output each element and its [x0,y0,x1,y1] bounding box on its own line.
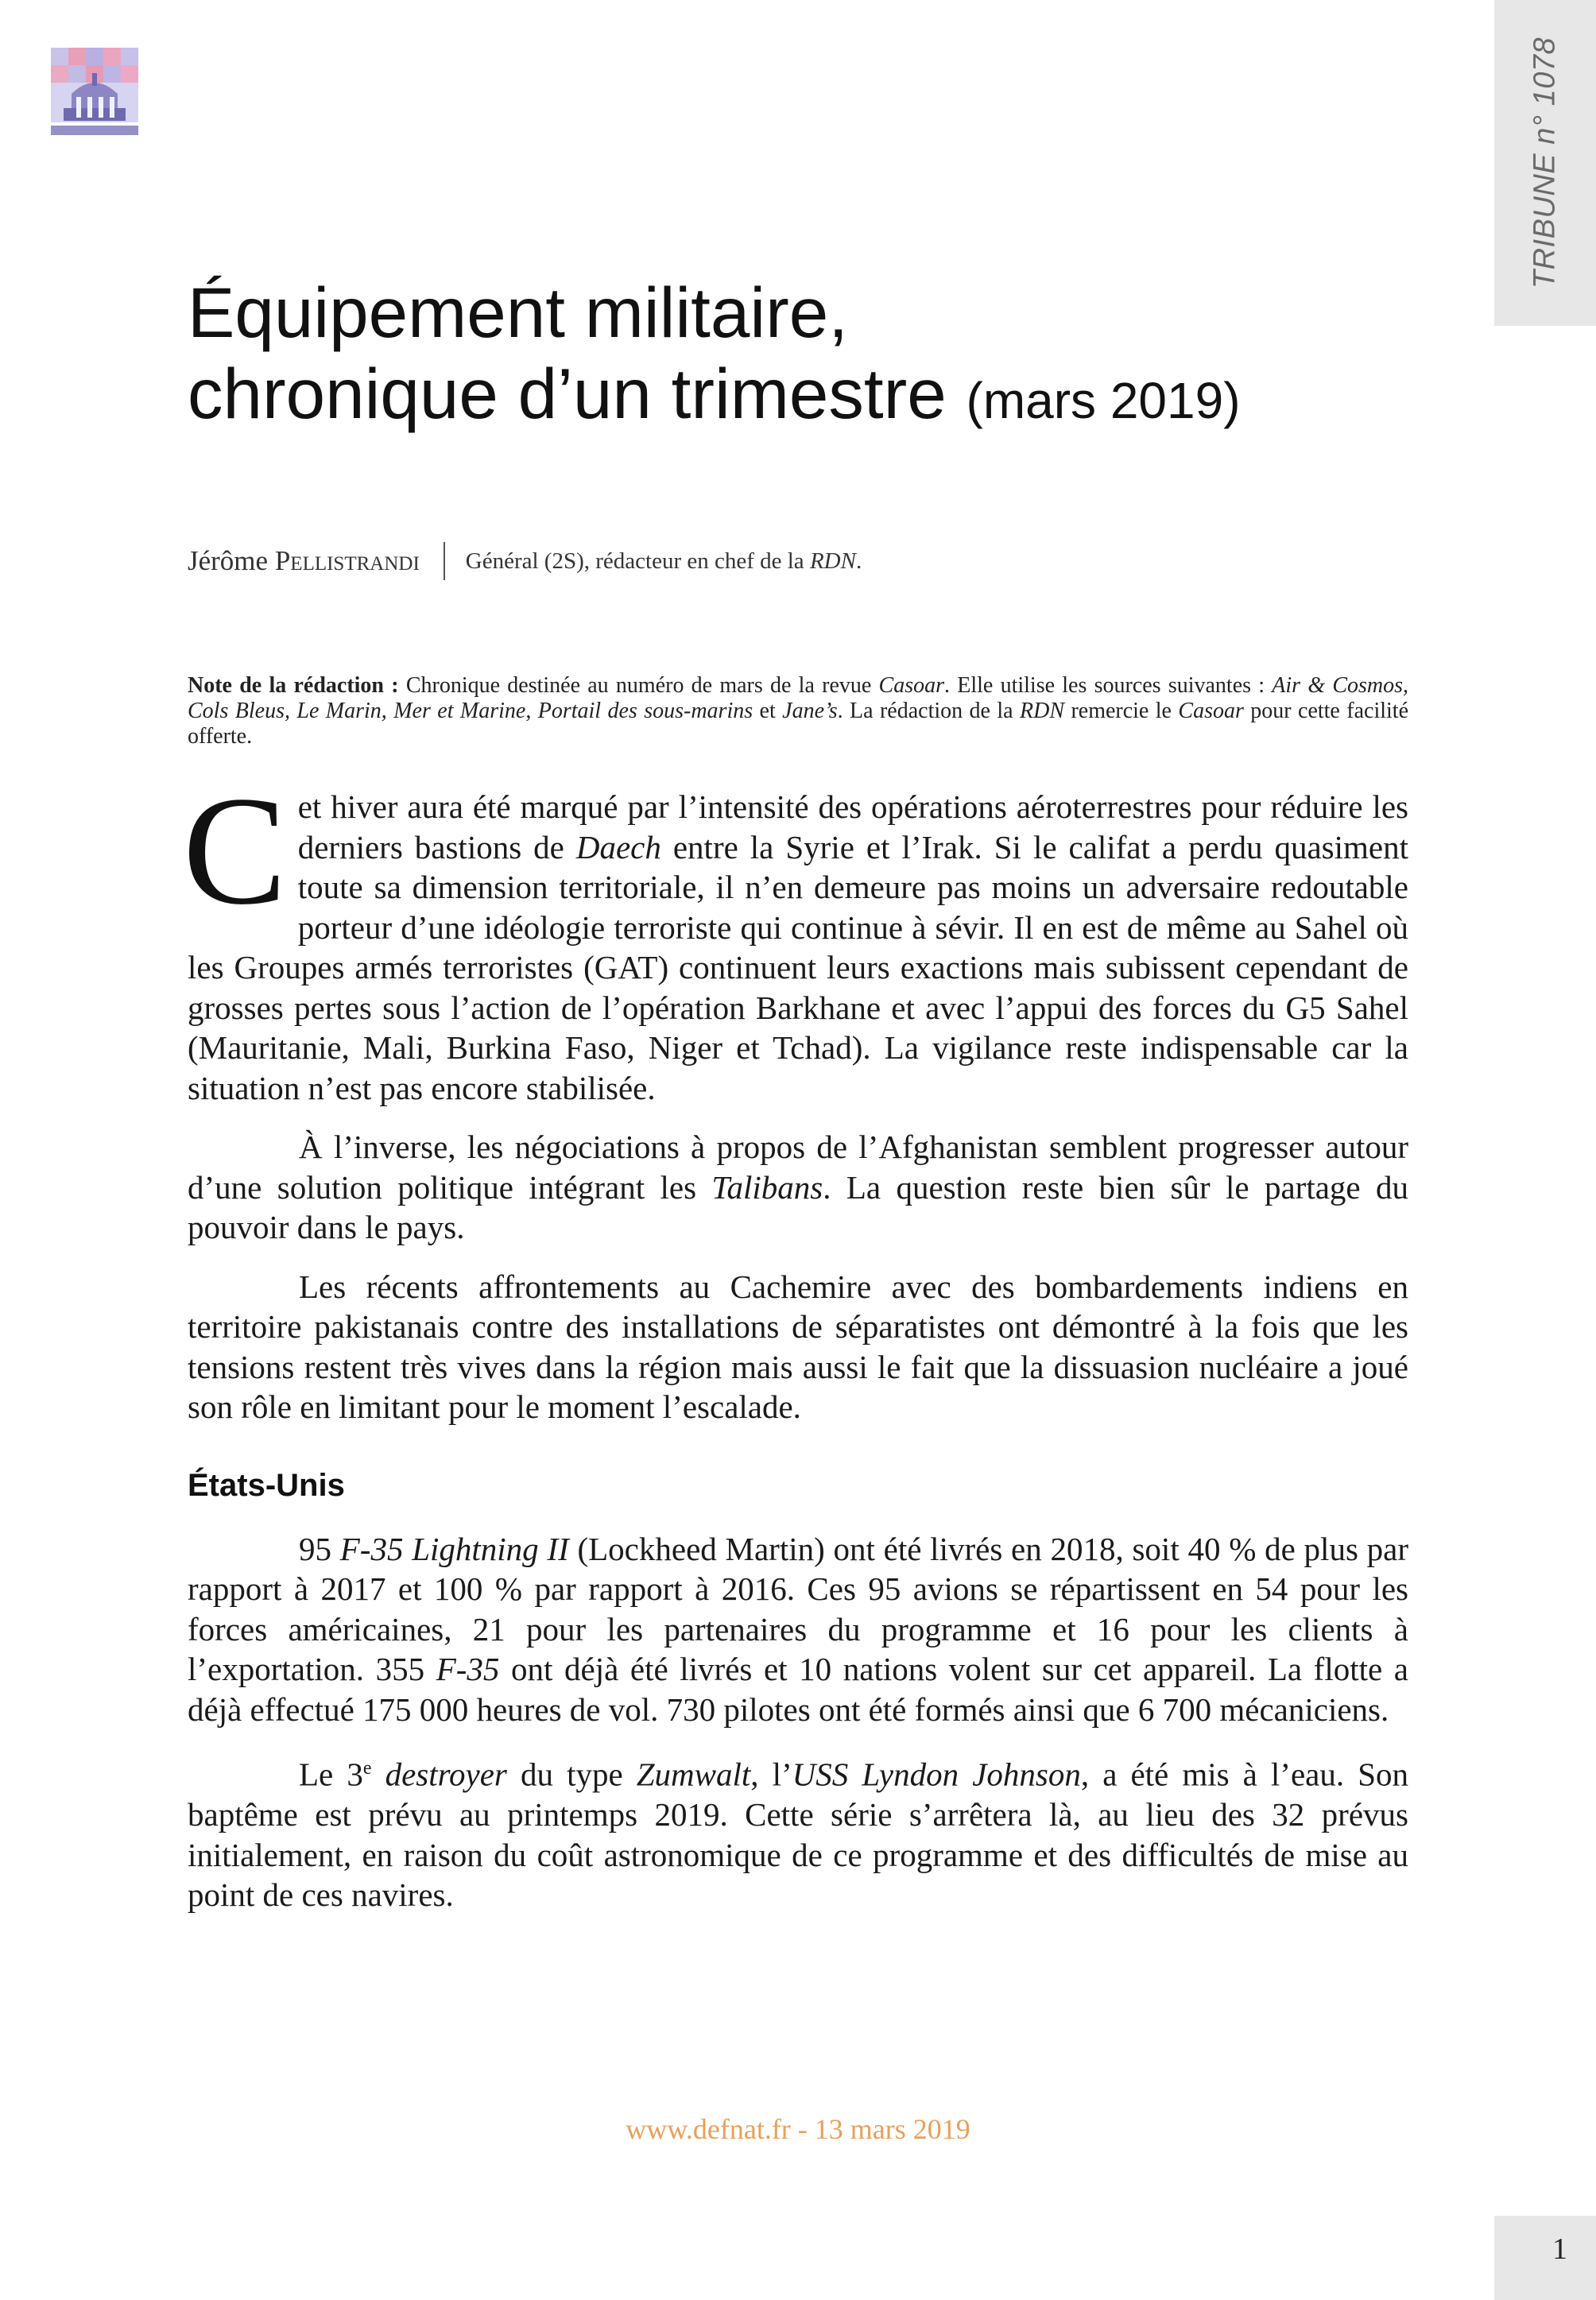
footer-url[interactable]: www.defnat.fr - 13 mars 2019 [626,2113,970,2145]
building-logo-icon [48,41,141,143]
author-name [188,545,420,577]
note-sources: Air & Cosmos, Cols Bleus, Le Marin, Mer et Marine, Portail des sous-marins [188,673,1409,723]
superscript: e [362,1758,372,1779]
note-text: remercie le [1064,699,1179,723]
note-text: pour cette facilité offerte. [188,699,1409,749]
page-number-tab [1494,2216,1596,2300]
paragraph-italic: Zumwalt [636,1756,751,1793]
paragraph-italic: Daech [575,828,661,865]
article-body [183,765,1408,1915]
note-text: et [753,699,783,723]
paragraph [188,1748,1408,1915]
page-title [188,272,1427,441]
paragraph-text: 95 [299,1530,340,1567]
drop-cap: C [183,765,287,937]
paragraph-text: (Lockheed Martin) ont été livrés en 2018, soit 40 % de plus par rapport à 2017 et 100 % par rapport à 2016. Ces 95 avions se répartissent en 54 pour les forces américaines, 21 pour les partenaires du programme et 16 pour les clients à l’exportation. 355 [188,1530,1408,1687]
paragraph-text: entre la Syrie et l’Irak. Si le califat a perdu quasiment toute sa dimension territoriale, il n’en demeure pas moins un adversaire redoutable porteur d’une idéologie terroriste qui continue à sévir. Il en est de même au Sahel où les Groupes armés terroristes (GAT) continuent leurs exactions mais subissent cependant de grosses pertes sous l’action de l’opération Barkhane et avec l’appui des forces du G5 Sahel (Mauritanie, Mali, Burkina Faso, Niger et Tchad). La vigilance reste indispensable car la situation n’est pas encore stabilisée. [188,828,1408,1106]
paragraph-italic: destroyer [385,1756,507,1793]
title-line2: chronique d’un trimestre [188,354,947,433]
paragraph-text: À l’inverse, les négociations à propos de l’Afghanistan semblent progresser autour d’une solution politique intégrant les [188,1129,1408,1206]
section-heading: États-Unis [188,1467,345,1503]
author-role-end: . [855,548,862,574]
paragraph-text: Le 3 [299,1756,363,1793]
author-line [188,542,1427,580]
author-role [466,548,862,575]
author-role-rdn: RDN [809,548,856,574]
page-number: 1 [1552,2232,1567,2266]
author-separator [444,542,445,580]
tribune-label: TRIBUNE n° 1078 [1528,37,1562,289]
paragraph [188,1529,1408,1730]
paragraph-text: ont déjà été livrés et 10 nations volent sur cet appareil. La flotte a déjà effectué 175 000 heures de vol. 730 pilotes ont été formés ainsi que 6 700 mécaniciens. [188,1651,1408,1728]
note-text: Chronique destinée au numéro de mars de la revue [398,673,879,698]
author-first-name: Jérôme [188,545,275,576]
paragraph-text: du type [506,1756,637,1793]
tribune-tab [1494,0,1596,326]
paragraph-italic: USS Lyndon Johnson [792,1756,1081,1793]
note-label: Note de la rédaction : [188,673,399,698]
note-text: . Elle utilise les sources suivantes : [944,673,1273,698]
author-role-text: Général (2S), rédacteur en chef de la [465,548,810,574]
note-casoar: Casoar [878,673,945,698]
note-text: . La rédaction de la [837,699,1021,723]
note-rdn: RDN [1020,699,1065,723]
paragraph-text: , l’ [750,1756,792,1793]
paragraph [183,765,1408,1108]
paragraph: Les récents affrontements au Cachemire avec des bombardements indiens en territoire pakistanais contre des installations de séparatistes ont démontré à la fois que les tensions restent très vives dans la région mais aussi le fait que la dissuasion nucléaire a joué son rôle en limitant pour le moment l’escalade. [188,1268,1408,1425]
paragraph-text: . La question reste bien sûr le partage du pouvoir dans le pays. [188,1168,1408,1245]
paragraph-italic: Talibans [711,1168,823,1206]
logo [48,41,141,143]
paragraph-italic: F-35 Lightning II [339,1530,569,1567]
paragraph-italic: F-35 [436,1651,500,1687]
title-date: (mars 2019) [966,372,1241,429]
note-casoar: Casoar [1178,699,1244,723]
editorial-note [188,673,1408,749]
paragraph-text: , a été mis à l’eau. Son baptême est prévu au printemps 2019. Cette série s’arrêtera là, au lieu des 32 prévus initialement, en raison du coût astronomique de ce programme et des difficultés de mise au point de ces navires. [188,1756,1408,1914]
paragraph [188,1127,1408,1248]
paragraph-text: et hiver aura été marqué par l’intensité des opérations aéroterrestres pour réduire les derniers bastions de [297,788,1408,865]
author-last-name: Pellistrandi [274,545,420,576]
note-janes: Jane’s [782,699,838,723]
title-line1: Équipement militaire, [188,273,849,352]
